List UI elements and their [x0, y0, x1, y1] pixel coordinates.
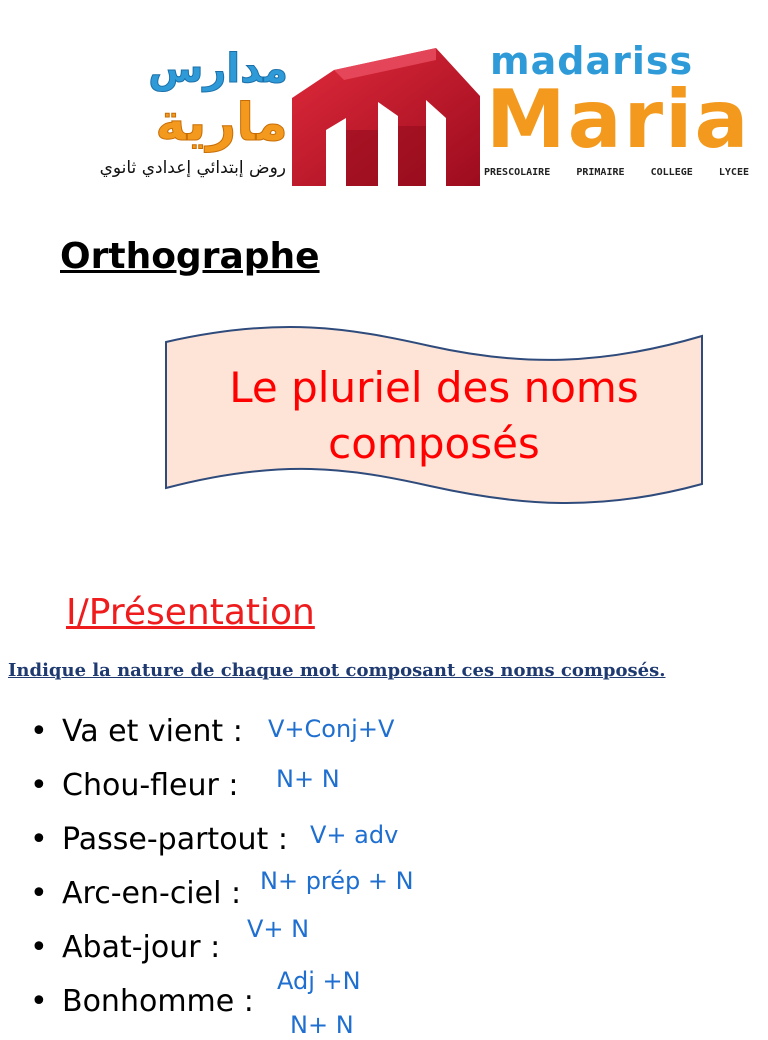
- logo-level-lycee: LYCEE: [718, 167, 749, 178]
- logo-levels: [484, 167, 749, 178]
- presentation-title: I/Présentation: [66, 592, 315, 633]
- bullet-dot-icon: •: [30, 768, 48, 803]
- svg-text:مدارس: مدارس: [148, 46, 288, 92]
- compound-noun: Va et vient :: [62, 714, 243, 749]
- bullet-dot-icon: •: [30, 984, 48, 1019]
- svg-text:مارية: مارية: [155, 93, 288, 153]
- compound-noun: Abat-jour :: [62, 930, 221, 965]
- compound-noun: Arc-en-ciel :: [62, 876, 242, 911]
- word-nature: V+ N: [247, 915, 310, 943]
- list-item: [0, 712, 768, 766]
- bullet-dot-icon: •: [30, 876, 48, 911]
- bullet-dot-icon: •: [30, 822, 48, 857]
- logo-tagline: روض إبتدائي إعدادي ثانوي: [99, 158, 286, 178]
- word-nature: V+Conj+V: [268, 715, 395, 743]
- logo-level-primaire: PRIMAIRE: [576, 167, 625, 178]
- logo-arabic-bottom-text: [26, 86, 290, 153]
- list-item: [0, 1010, 768, 1039]
- section-title: Orthographe: [60, 236, 320, 277]
- banner-title-line-1: Le pluriel des noms: [229, 363, 639, 412]
- word-nature: Adj +N: [277, 967, 361, 995]
- list-item: [0, 766, 768, 820]
- logo-maria-text: Maria: [486, 73, 751, 166]
- list-item: [0, 867, 768, 928]
- banner-title: [160, 360, 708, 472]
- compound-noun: Passe-partout :: [62, 822, 288, 857]
- word-nature: N+ N: [276, 765, 340, 793]
- logo-madariss-text: madariss: [490, 39, 694, 83]
- lesson-title-banner: [160, 322, 708, 500]
- logo-arabic-top-text: [26, 44, 290, 90]
- bullet-dot-icon: •: [30, 930, 48, 965]
- logo-level-college: COLLEGE: [650, 167, 693, 178]
- compound-noun: Chou-fleur :: [62, 768, 239, 803]
- instruction-text: Indique la nature de chaque mot composant ces noms composés.: [8, 660, 666, 681]
- word-nature: V+ adv: [310, 821, 399, 849]
- list-item: [0, 967, 768, 1036]
- bullet-dot-icon: •: [30, 714, 48, 749]
- maria-m-logo-icon: [286, 40, 482, 188]
- word-nature: N+ prép + N: [260, 867, 414, 895]
- word-nature: N+ N: [290, 1011, 354, 1039]
- compound-noun: Bonhomme :: [62, 984, 254, 1019]
- banner-title-line-2: composés: [328, 419, 540, 468]
- logo-level-prescolaire: PRESCOLAIRE: [484, 167, 551, 178]
- list-item: [0, 915, 768, 982]
